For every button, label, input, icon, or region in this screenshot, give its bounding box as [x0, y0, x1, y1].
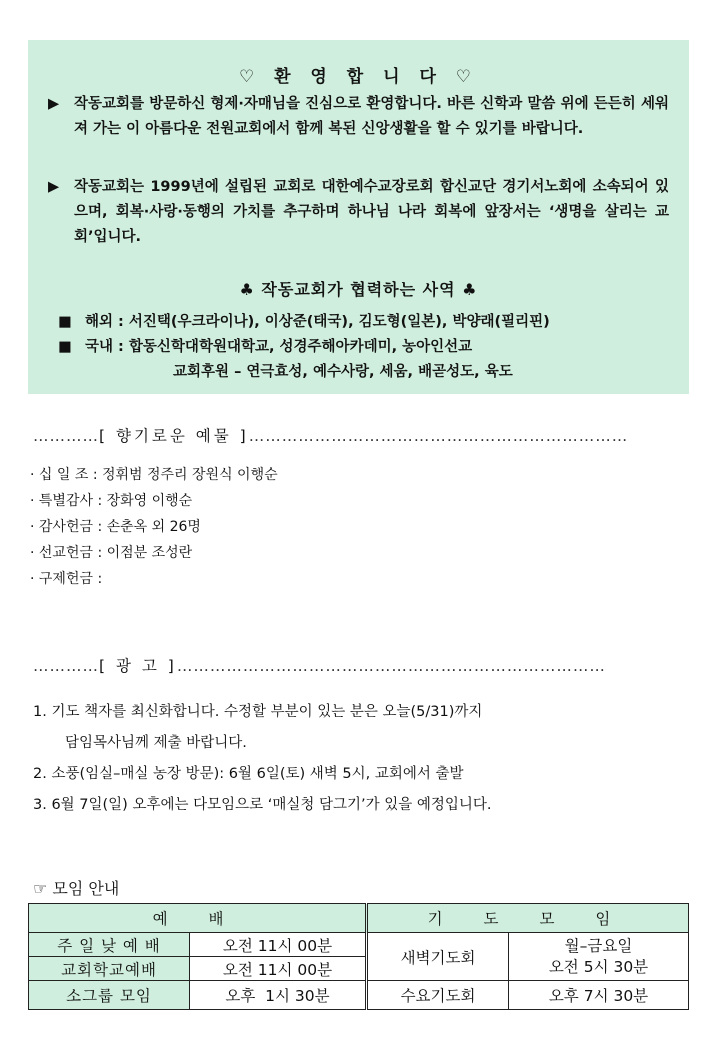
worship-header: 예 배: [29, 904, 367, 933]
worship-name: 주 일 낮 예 배: [29, 933, 190, 957]
offering-item: · 특별감사 : 장화영 이행순: [30, 493, 193, 509]
welcome-text-1: 작동교회를 방문하신 형제·자매님을 진심으로 환영합니다. 바른 신학과 말씀 위에 든든히 세워져 가는 이 아름다운 전원교회에서 함께 복된 신앙생활을 할 수 있기를 바랍니다.: [74, 96, 669, 137]
offering-item: · 십 일 조 : 정휘범 정주리 장원식 이행순: [30, 467, 278, 483]
ads-header-label: [ 광 고 ]: [99, 657, 177, 675]
prayer-hour: 오전 5시 30분: [548, 957, 649, 976]
ad-item-1-cont: 담임목사님께 제출 바랍니다.: [65, 735, 247, 751]
square-bullet-icon: ■: [58, 314, 72, 330]
ad-item-1: 1. 기도 책자를 최신화합니다. 수정할 부분이 있는 분은 오늘(5/31)까지: [33, 704, 483, 720]
dots-left: …………: [33, 657, 99, 675]
worship-name: 교회학교예배: [29, 957, 190, 981]
offering-list: [30, 462, 278, 592]
offering-item: · 구제헌금 :: [30, 571, 103, 587]
prayer-header: 기 도 모 임: [367, 904, 689, 933]
dots-left: …………: [33, 427, 99, 445]
offering-item: · 선교헌금 : 이점분 조성란: [30, 545, 193, 561]
welcome-text-2: 작동교회는 1999년에 설립된 교회로 대한예수교장로회 합신교단 경기서노회에 소속되어 있으며, 회복·사랑·동행의 가치를 추구하며 하나님 나라 회복에 앞장서는 ‘생명을 살리는 교회’입니다.: [74, 179, 669, 245]
offering-header: [33, 424, 683, 446]
dots-right: ……………………………………………………………………: [176, 657, 606, 675]
prayer-name: 새벽기도회: [367, 933, 509, 981]
worship-time: 오전 11시 00분: [190, 957, 367, 981]
offering-item: · 감사헌금 : 손춘옥 외 26명: [30, 519, 201, 535]
domestic-text: 국내 : 합동신학대학원대학교, 성경주해아카데미, 농아인선교: [85, 339, 473, 355]
ad-item-3: 3. 6월 7일(일) 오후에는 다모임으로 ‘매실청 담그기’가 있을 예정입니다.: [33, 797, 492, 813]
ads-header: [33, 654, 683, 676]
prayer-days: 월–금요일: [564, 936, 633, 955]
offering-header-label: [ 향기로운 예물 ]: [99, 427, 249, 445]
welcome-box: [28, 40, 689, 394]
overseas-text: 해외 : 서진택(우크라이나), 이상준(태국), 김도형(일본), 박양래(필리핀): [85, 314, 550, 330]
dots-right: ……………………………………………………………: [248, 427, 629, 445]
prayer-time: 오후 7시 30분: [509, 981, 689, 1010]
ad-item-2: 2. 소풍(임실–매실 농장 방문): 6월 6일(토) 새벽 5시, 교회에서 출발: [33, 766, 464, 782]
worship-time: 오전 11시 00분: [190, 933, 367, 957]
prayer-name: 수요기도회: [367, 981, 509, 1010]
welcome-paragraph-2: [48, 175, 669, 250]
square-bullet-icon: ■: [58, 339, 72, 355]
worship-time: 오후 1시 30분: [190, 981, 367, 1010]
arrow-icon: ▶: [48, 96, 60, 112]
prayer-time: [509, 933, 689, 981]
ministry-domestic: [58, 335, 472, 360]
ministry-domestic-support: 교회후원 – 연극효성, 예수사랑, 세움, 배곧성도, 육도: [173, 364, 513, 380]
meeting-table: [28, 903, 689, 1010]
meeting-label: ☞ 모임 안내: [33, 879, 120, 898]
ministry-overseas: [58, 310, 550, 335]
ministry-title: ♣ 작동교회가 협력하는 사역 ♣: [239, 280, 478, 299]
welcome-title: ♡ 환 영 합 니 다 ♡: [238, 67, 479, 87]
ads-list: [33, 697, 673, 821]
worship-name: 소그룹 모임: [29, 981, 190, 1010]
welcome-paragraph-1: [48, 92, 669, 142]
arrow-icon: ▶: [48, 179, 60, 195]
